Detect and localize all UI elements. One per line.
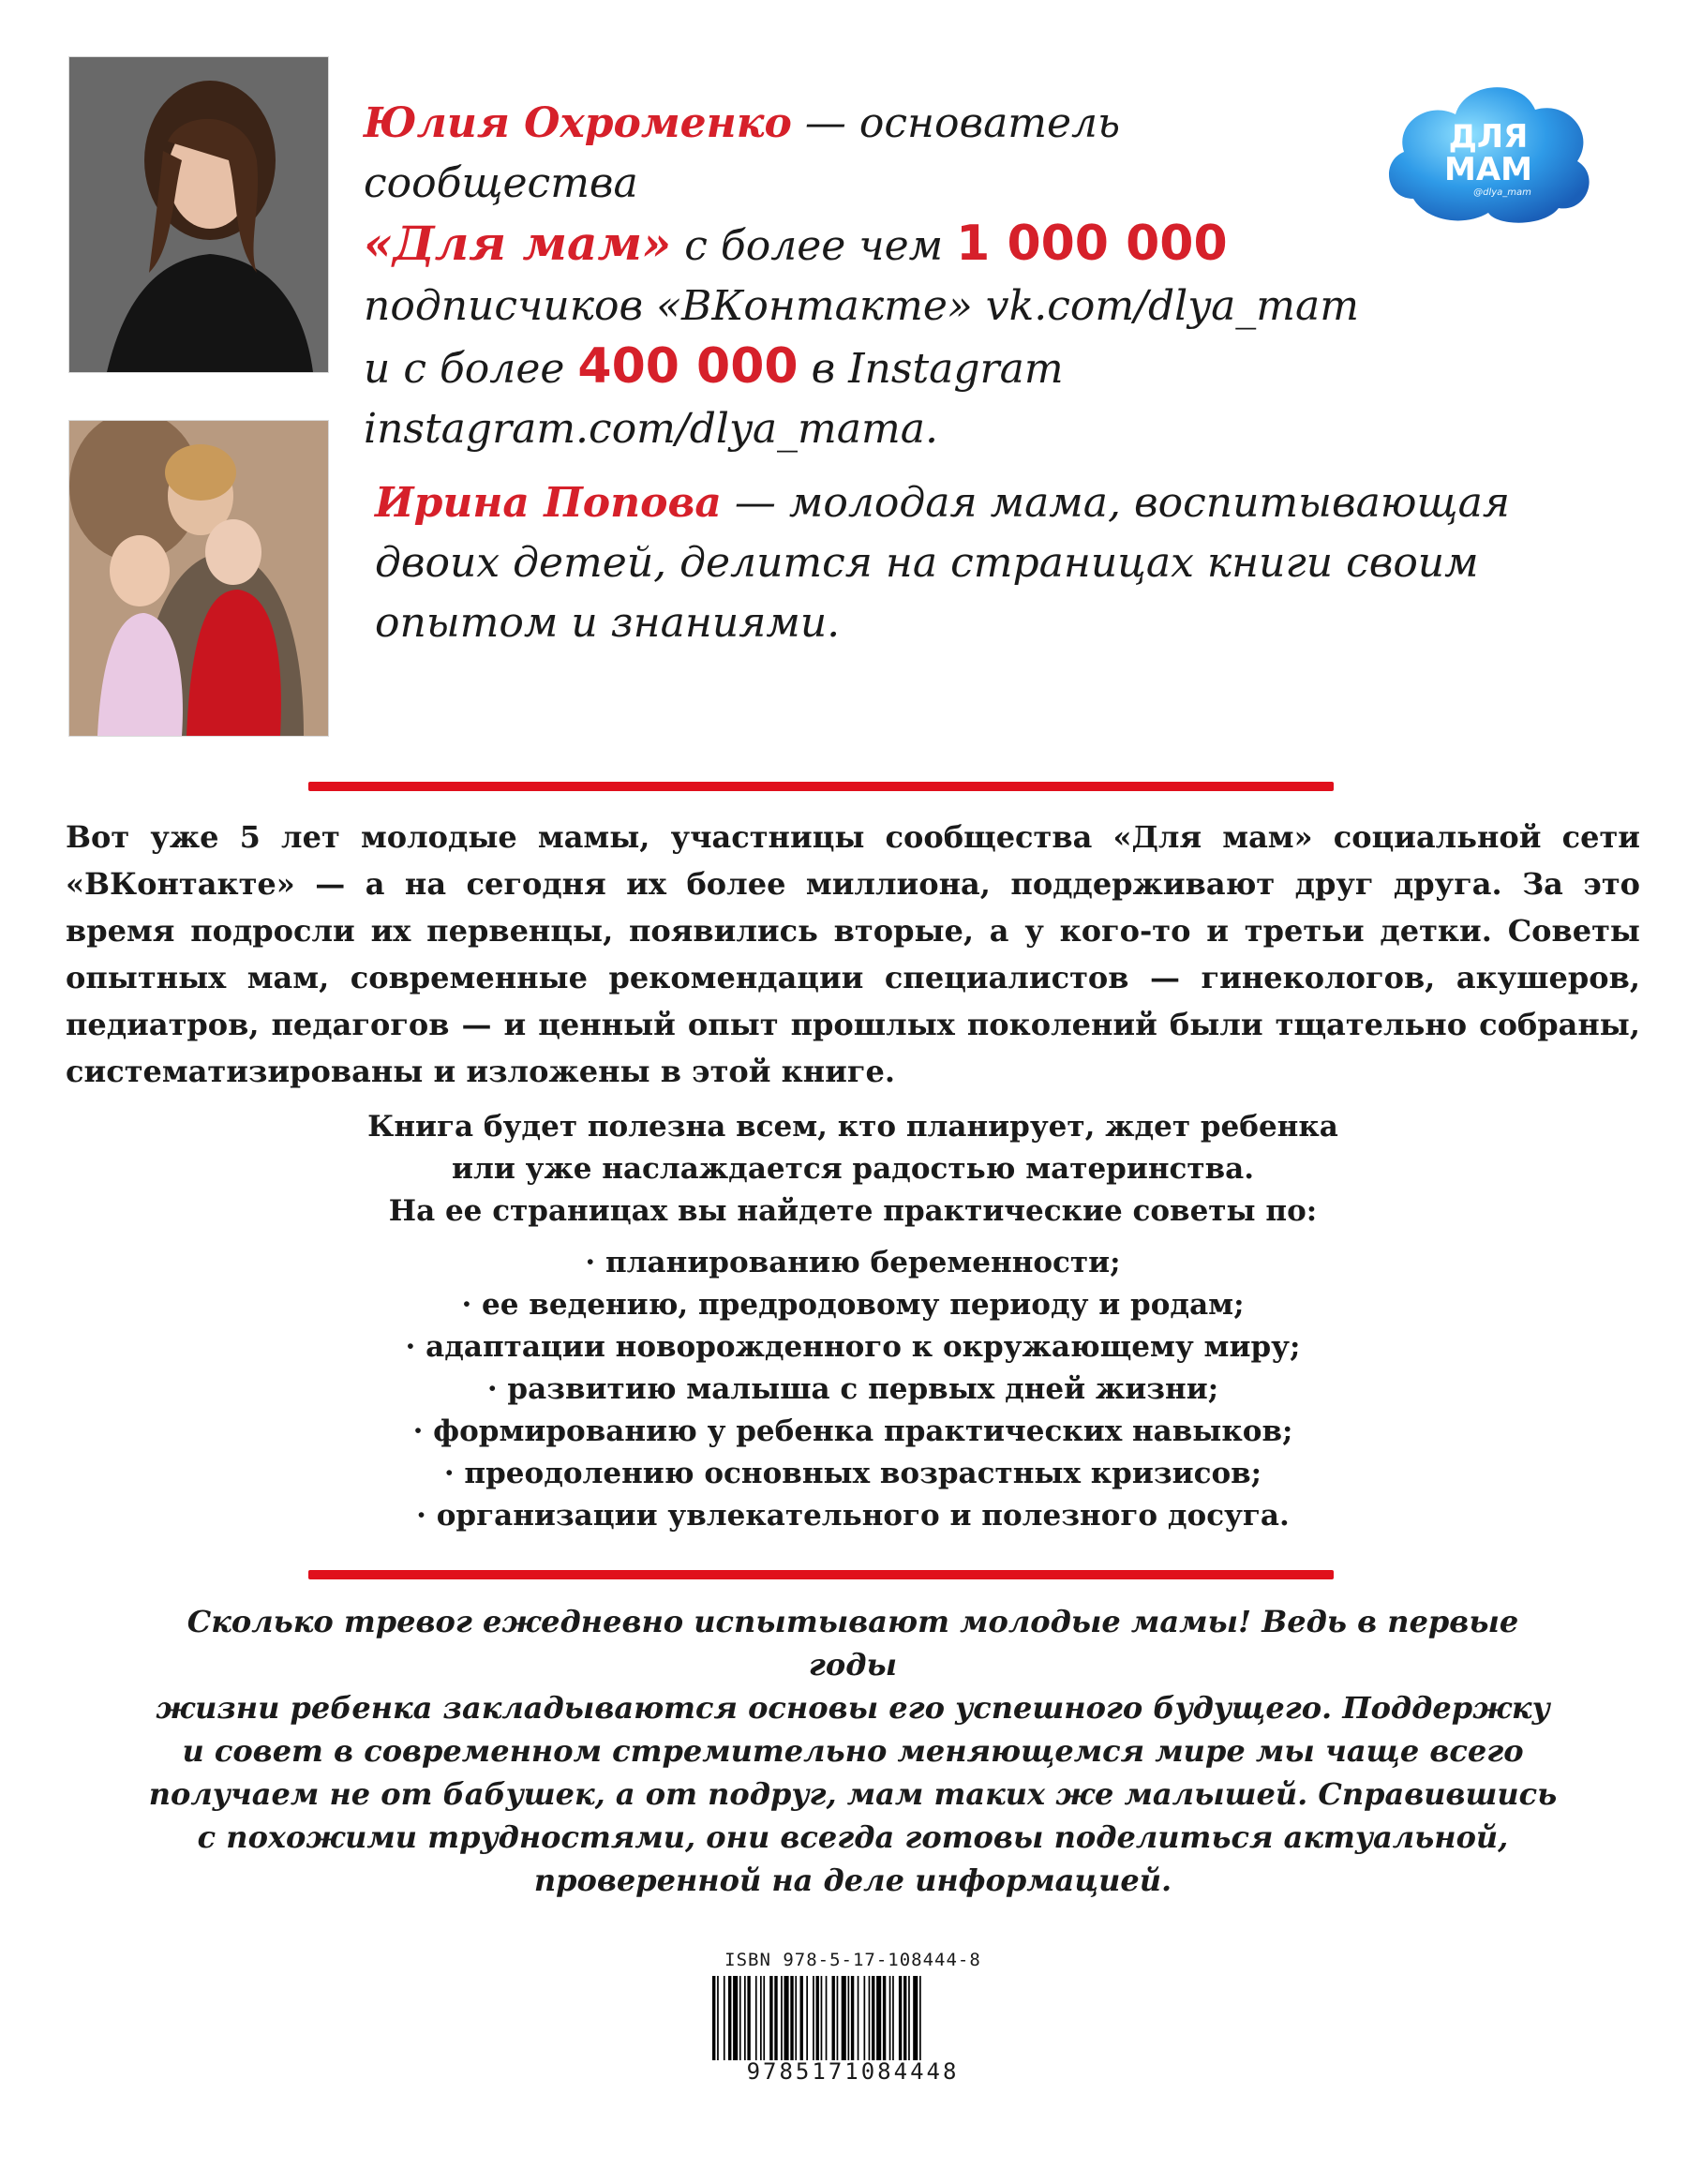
- closing-line: получаем не от бабушек, а от подруг, мам таких же малышей. Справившись: [148, 1776, 1558, 1812]
- barcode-bar: [717, 1976, 719, 2060]
- summary-block: [159, 1106, 1546, 1233]
- barcode-bar: [832, 1976, 835, 2060]
- barcode-bar: [739, 1976, 741, 2060]
- barcode-bar: [800, 1976, 803, 2060]
- barcode-bar: [821, 1976, 823, 2060]
- advice-list: [159, 1242, 1546, 1537]
- barcode-bar: [790, 1976, 793, 2060]
- author-yulia-name: Юлия Охроменко: [364, 99, 792, 147]
- list-item: · адаптации новорожденного к окружающему миру;: [405, 1330, 1301, 1364]
- barcode-bars: [703, 1976, 1003, 2060]
- list-item: · развитию малыша с первых дней жизни;: [486, 1372, 1219, 1406]
- family-photo-image: [69, 421, 328, 736]
- closing-line: Сколько тревог ежедневно испытывают молодые мамы! Ведь в первые годы: [187, 1604, 1519, 1683]
- author-irina-bio: Ирина Попова — молодая мама, воспитывающая двоих детей, делится на страницах книги своим опытом и знаниями.: [375, 479, 1510, 647]
- barcode-bar: [763, 1976, 765, 2060]
- barcode-bar: [755, 1976, 757, 2060]
- community-name: «Для мам»: [364, 216, 672, 271]
- isbn-barcode: [703, 1950, 1003, 2090]
- barcode-bar: [848, 1976, 850, 2060]
- barcode-bar: [744, 1976, 746, 2060]
- summary-line: На ее страницах вы найдете практические советы по:: [388, 1194, 1318, 1228]
- barcode-bar: [858, 1976, 859, 2060]
- isbn-digits: 9785171084448: [746, 2058, 960, 2085]
- barcode-bar: [883, 1976, 886, 2060]
- intro-paragraph: Вот уже 5 лет молодые мамы, участницы сообщества «Для мам» социальной сети «ВКонтакте» — а на сегодня их более миллиона, поддерживают друг друга. За это время подросли их первенцы, появились вторые, а у кого-то и третьи детки. Советы опытных мам, современные рекомендации специалистов — гинекологов, акушеров, педиатров, педагогов — и ценный опыт прошлых поколений были тщательно собраны, систематизированы и изложены в этой книге.: [66, 819, 1640, 1089]
- subscriber-count-instagram: 400 000: [577, 338, 799, 395]
- closing-line: с похожими трудностями, они всегда готовы поделиться актуальной,: [197, 1819, 1509, 1855]
- barcode-bar: [774, 1976, 777, 2060]
- barcode-bar: [851, 1976, 854, 2060]
- barcode-bar: [864, 1976, 866, 2060]
- cloud-logo-icon: [1376, 58, 1601, 236]
- portrait-image: [69, 57, 328, 372]
- logo-text-line1: ДЛЯ: [1448, 118, 1529, 156]
- barcode-bar: [795, 1976, 797, 2060]
- divider-top: [308, 782, 1334, 791]
- summary-line: Книга будет полезна всем, кто планирует, ждет ребенка: [367, 1110, 1338, 1144]
- author-photo-irina: [68, 420, 329, 737]
- barcode-bar: [728, 1976, 731, 2060]
- list-item: · планированию беременности;: [585, 1246, 1121, 1279]
- barcode-bar: [869, 1976, 871, 2060]
- closing-line: проверенной на деле информацией.: [533, 1862, 1172, 1898]
- barcode-bar: [724, 1976, 725, 2060]
- barcode-bar: [892, 1976, 894, 2060]
- barcode-bar: [747, 1976, 750, 2060]
- barcode-bar: [876, 1976, 881, 2060]
- author-yulia-bio: Юлия Охроменко — основатель сообщества «Для мам» с более чем 1 000 000 подписчиков «ВКонтакте» vk.com/dlya_mam и с более 400 000 в Instagram instagram.com/dlya_mama.: [364, 99, 1359, 453]
- barcode-bar: [760, 1976, 762, 2060]
- barcode-bar: [919, 1976, 921, 2060]
- barcode-bar: [806, 1976, 808, 2060]
- logo-text-line2: МАМ: [1444, 151, 1532, 188]
- barcode-bar: [837, 1976, 839, 2060]
- list-item: · ее ведению, предродовому периоду и родам;: [461, 1288, 1245, 1322]
- closing-line: жизни ребенка закладываются основы его успешного будущего. Поддержку: [156, 1690, 1550, 1726]
- barcode-bar: [908, 1976, 910, 2060]
- summary-line: или уже наслаждается радостью материнства.: [451, 1152, 1255, 1186]
- divider-bottom: [308, 1570, 1334, 1579]
- barcode-bar: [769, 1976, 772, 2060]
- list-item: · организации увлекательного и полезного досуга.: [416, 1499, 1290, 1533]
- barcode-bar: [816, 1976, 819, 2060]
- barcode-bar: [903, 1976, 906, 2060]
- closing-line: и совет в современном стремительно меняющемся мире мы чаще всего: [182, 1733, 1524, 1769]
- barcode-bar: [913, 1976, 918, 2060]
- barcode-bar: [813, 1976, 814, 2060]
- author-irina-name: Ирина Попова: [375, 479, 722, 527]
- list-item: · формированию у ребенка практических навыков;: [412, 1414, 1293, 1448]
- barcode-bar: [899, 1976, 902, 2060]
- subscriber-count-vk: 1 000 000: [956, 216, 1228, 272]
- logo-handle: @dlya_mam: [1473, 187, 1531, 198]
- closing-paragraph: [141, 1600, 1565, 1902]
- barcode-bar: [842, 1976, 846, 2060]
- barcode-bar: [733, 1976, 738, 2060]
- author-photo-yulia: [68, 56, 329, 373]
- barcode-bar: [712, 1976, 715, 2060]
- community-logo: [1376, 58, 1601, 236]
- barcode-bar: [784, 1976, 789, 2060]
- barcode-bar: [826, 1976, 828, 2060]
- barcode-bar: [889, 1976, 891, 2060]
- isbn-label: ISBN 978-5-17-108444-8: [724, 1950, 981, 1970]
- barcode-bar: [781, 1976, 783, 2060]
- barcode-bar: [872, 1976, 874, 2060]
- list-item: · преодолению основных возрастных кризисов;: [443, 1457, 1262, 1490]
